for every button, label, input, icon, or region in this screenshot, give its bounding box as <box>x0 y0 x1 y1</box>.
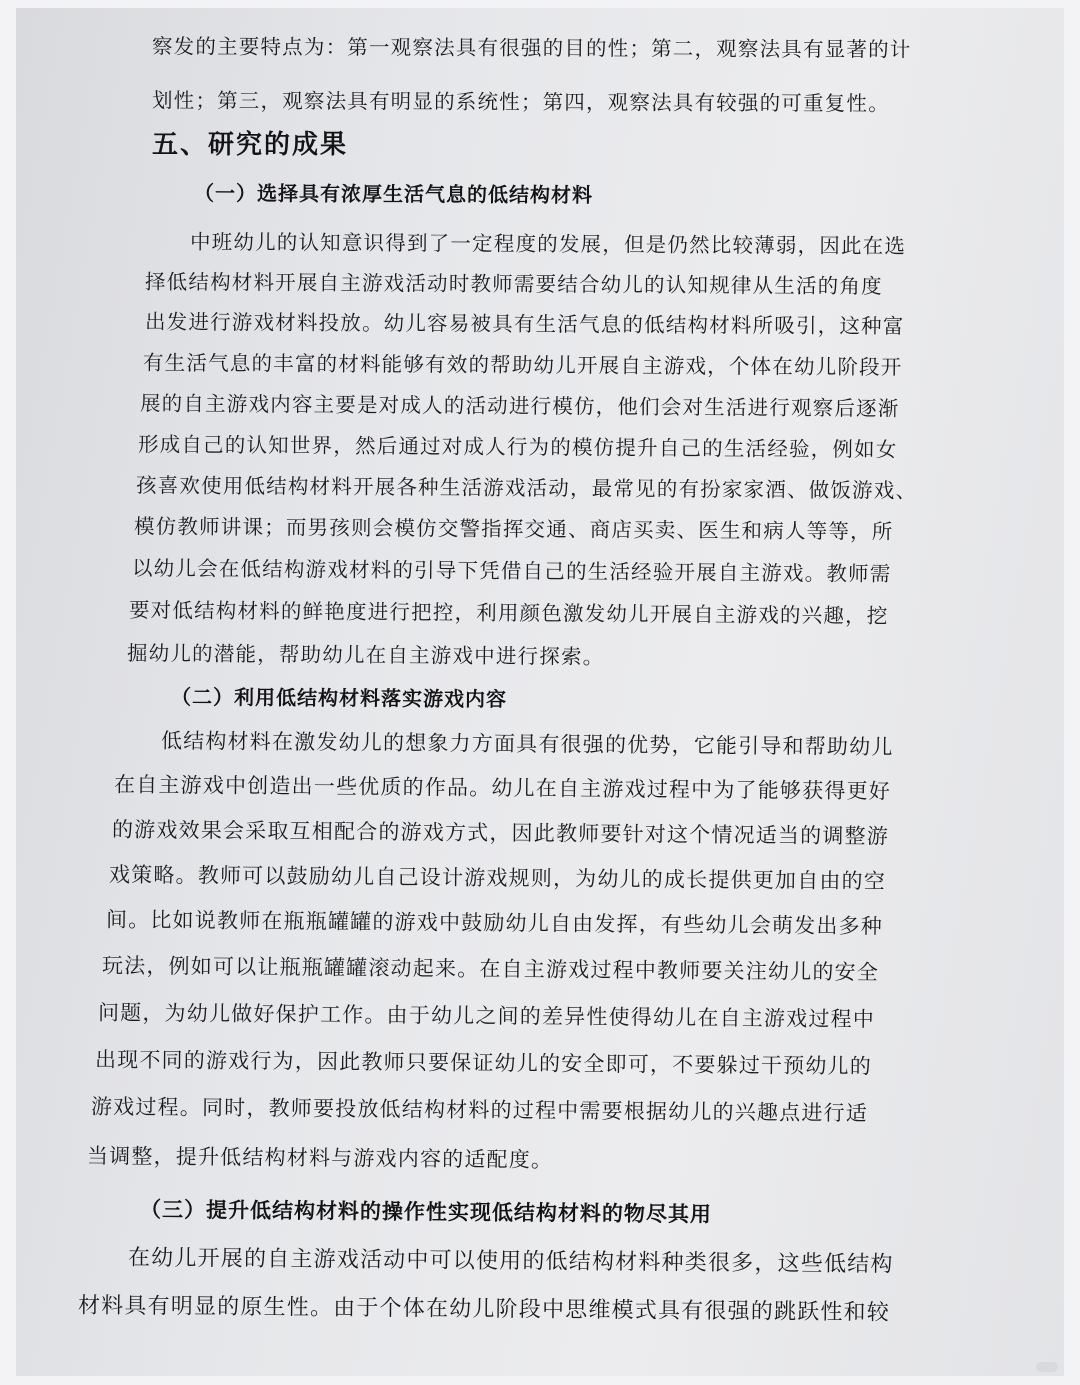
sub2-line-7: 问题，为幼儿做好保护工作。由于幼儿之间的差异性使得幼儿在自主游戏过程中 <box>97 1000 876 1032</box>
sub1-line-9: 以幼儿会在低结构游戏材料的引导下凭借自己的生活经验开展自主游戏。教师需 <box>131 556 892 586</box>
sub1-line-1: 中班幼儿的认知意识得到了一定程度的发展，但是仍然比较薄弱，因此在选 <box>189 229 907 259</box>
sub1-line-4: 有生活气息的丰富的材料能够有效的帮助幼儿开展自主游戏，个体在幼儿阶段开 <box>142 350 903 380</box>
sub3-heading: （三）提升低结构材料的操作性实现低结构材料的物尽其用 <box>139 1196 713 1227</box>
sub1-line-8: 模仿教师讲课；而男孩则会模仿交警指挥交通、商店买卖、医生和病人等等，所 <box>133 514 894 544</box>
sub1-line-3: 出发进行游戏材料投放。幼儿容易被具有生活气息的低结构材料所吸引，这种富 <box>144 309 905 339</box>
sub2-heading: （二）利用低结构材料落实游戏内容 <box>170 684 508 712</box>
sub2-line-8: 出现不同的游戏行为，因此教师只要保证幼儿的安全即可，不要躲过干预幼儿的 <box>94 1047 873 1079</box>
sub1-line-11: 掘幼儿的潜能，帮助幼儿在自主游戏中进行探索。 <box>126 641 605 669</box>
intro-line-1: 察发的主要特点为：第一观察法具有很强的目的性；第二，观察法具有显著的计 <box>151 34 912 62</box>
sub2-line-5: 间。比如说教师在瓶瓶罐罐的游戏中鼓励幼儿自由发挥，有些幼儿会萌发出多种 <box>105 907 884 939</box>
sub2-line-4: 戏策略。教师可以鼓励幼儿自己设计游戏规则，为幼儿的成长提供更加自由的空 <box>108 862 887 894</box>
sub2-line-10: 当调整，提升低结构材料与游戏内容的适配度。 <box>86 1143 554 1173</box>
sub2-line-9: 游戏过程。同时，教师要投放低结构材料的过程中需要根据幼儿的兴趣点进行适 <box>90 1094 869 1126</box>
sub1-line-10: 要对低结构材料的鲜艳度进行把控，利用颜色激发幼儿开展自主游戏的兴趣，挖 <box>128 598 889 628</box>
sub1-line-7: 孩喜欢使用低结构材料开展各种生活游戏活动，最常见的有扮家家酒、做饭游戏、 <box>135 473 918 503</box>
photo-frame <box>16 8 1064 1376</box>
sub2-line-3: 的游戏效果会采取互相配合的游戏方式，因此教师要针对这个情况适当的调整游 <box>111 817 890 849</box>
sub3-line-1: 在幼儿开展的自主游戏活动中可以使用的低结构材料种类很多，这些低结构 <box>127 1245 894 1278</box>
sub1-heading: （一）选择具有浓厚生活气息的低结构材料 <box>193 180 594 208</box>
corner-watermark <box>1036 1362 1058 1372</box>
section-title: 五、研究的成果 <box>152 130 349 160</box>
document-page <box>16 8 1064 1376</box>
sub1-line-5: 展的自主游戏内容主要是对成人的活动进行模仿，他们会对生活进行观察后逐渐 <box>139 391 900 421</box>
sub2-line-2: 在自主游戏中创造出一些优质的作品。幼儿在自主游戏过程中为了能够获得更好 <box>113 772 892 804</box>
sub1-line-6: 形成自己的认知世界，然后通过对成人行为的模仿提升自己的生活经验，例如女 <box>137 432 898 462</box>
intro-line-2: 划性；第三，观察法具有明显的系统性；第四，观察法具有较强的可重复性。 <box>151 88 890 116</box>
sub2-line-6: 玩法，例如可以让瓶瓶罐罐滚动起来。在自主游戏过程中教师要关注幼儿的安全 <box>101 953 880 985</box>
sub3-line-2: 材料具有明显的原生性。由于个体在幼儿阶段中思维模式具有很强的跳跃性和较 <box>77 1293 891 1326</box>
sub2-line-1: 低结构材料在激发幼儿的想象力方面具有很强的优势，它能引导和帮助幼儿 <box>160 728 894 760</box>
sub1-line-2: 择低结构材料开展自主游戏活动时教师需要结合幼儿的认知规律从生活的角度 <box>144 269 883 299</box>
